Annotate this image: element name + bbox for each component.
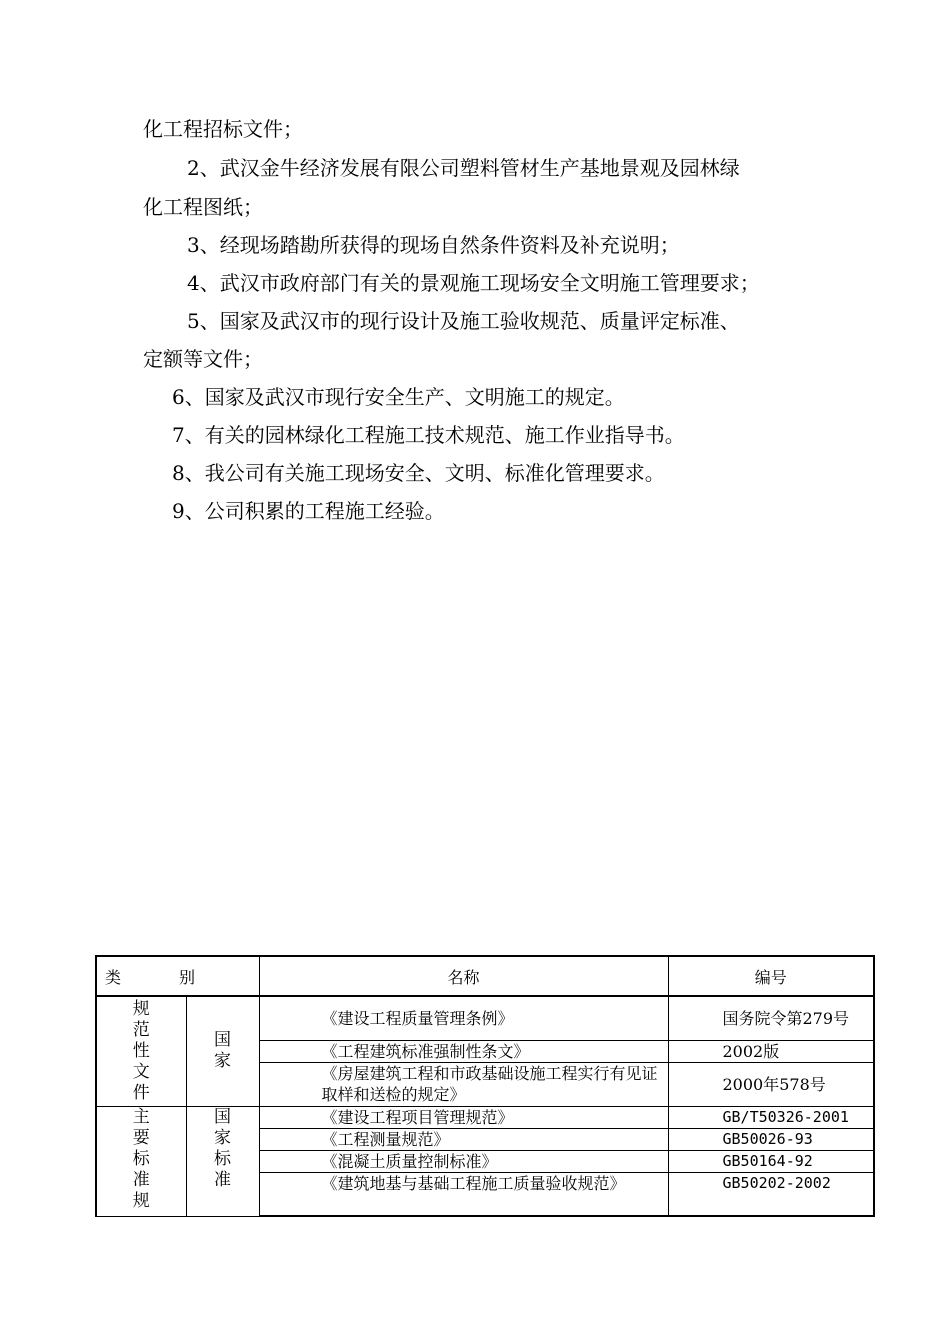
code-cell: GB50202-2002: [668, 1172, 874, 1216]
paragraph-8: 6、国家及武汉市现行安全生产、文明施工的规定。: [172, 385, 625, 409]
table-row: [96, 1106, 874, 1128]
subcategory-label: 国家: [214, 1030, 231, 1072]
paragraph-2: 2、武汉金牛经济发展有限公司塑料管材生产基地景观及园林绿: [187, 156, 740, 180]
category-label: 主要标准规: [132, 1106, 150, 1211]
name-cell: 《建设工程质量管理条例》: [259, 996, 668, 1040]
code-cell: GB/T50326-2001: [668, 1106, 874, 1128]
paragraph-10: 8、我公司有关施工现场安全、文明、标准化管理要求。: [172, 461, 665, 485]
table-header-row: [96, 956, 874, 996]
code-cell: GB50164-92: [668, 1150, 874, 1172]
category-label: 规范性文件: [132, 998, 150, 1103]
subcategory-label: 国家标准: [214, 1106, 231, 1190]
subcategory-cell: [186, 996, 259, 1106]
paragraph-7: 定额等文件；: [143, 347, 263, 371]
name-cell: 《工程测量规范》: [259, 1128, 668, 1150]
code-cell: 2000年578号: [668, 1062, 874, 1106]
code-cell: GB50026-93: [668, 1128, 874, 1150]
name-cell: 《工程建筑标准强制性条文》: [259, 1040, 668, 1062]
header-category-b: 别: [179, 967, 196, 987]
header-category-a: 类: [105, 967, 122, 987]
code-cell: 2002版: [668, 1040, 874, 1062]
header-category: [96, 956, 259, 996]
code-cell: 国务院令第279号: [668, 996, 874, 1040]
paragraph-11: 9、公司积累的工程施工经验。: [172, 499, 445, 523]
table-row: [96, 996, 874, 1040]
name-cell: 《建筑地基与基础工程施工质量验收规范》: [259, 1172, 668, 1216]
regulation-table: [95, 955, 875, 1217]
paragraph-4: 3、经现场踏勘所获得的现场自然条件资料及补充说明；: [187, 233, 680, 257]
name-cell: 《房屋建筑工程和市政基础设施工程实行有见证取样和送检的规定》: [259, 1062, 668, 1106]
subcategory-cell: [186, 1106, 259, 1216]
header-name: 名称: [259, 956, 668, 996]
paragraph-5: 4、武汉市政府部门有关的景观施工现场安全文明施工管理要求；: [187, 271, 760, 295]
paragraph-1: 化工程招标文件；: [143, 117, 303, 141]
paragraph-9: 7、有关的园林绿化工程施工技术规范、施工作业指导书。: [172, 423, 685, 447]
paragraph-6: 5、国家及武汉市的现行设计及施工验收规范、质量评定标准、: [187, 309, 740, 333]
header-code: 编号: [668, 956, 874, 996]
name-cell: 《混凝土质量控制标准》: [259, 1150, 668, 1172]
name-cell: 《建设工程项目管理规范》: [259, 1106, 668, 1128]
category-cell: [96, 996, 186, 1106]
paragraph-3: 化工程图纸；: [143, 195, 263, 219]
category-cell: [96, 1106, 186, 1216]
